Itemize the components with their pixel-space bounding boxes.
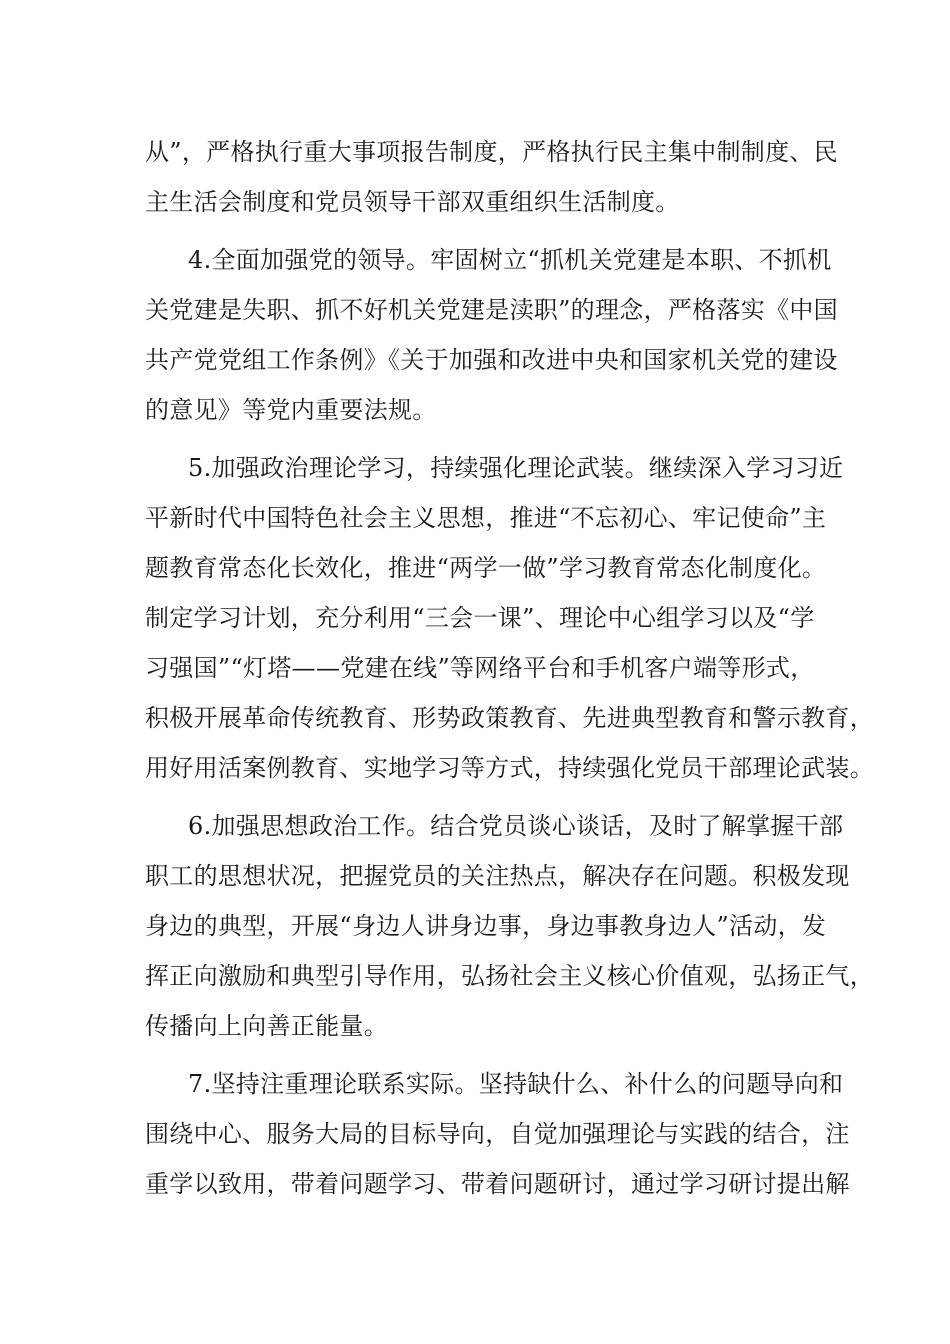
text-line: 重学以致用，带着问题学习、带着问题研讨，通过学习研讨提出解 [145,1170,850,1198]
text-line: 制定学习计划，充分利用“三会一课”、理论中心组学习以及“学 [145,604,815,632]
text-line: 6.加强思想政治工作。结合党员谈心谈话，及时了解掌握干部 [188,812,844,840]
text-line: 题教育常态化长效化，推进“两学一做”学习教育常态化制度化。 [145,554,827,582]
text-line: 关党建是失职、抓不好机关党建是渎职”的理念，严格落实《中国 [145,296,838,324]
text-line: 共产党党组工作条例》《关于加强和改进中央和国家机关党的建设 [145,346,838,374]
text-line: 用好用活案例教育、实地学习等方式，持续强化党员干部理论武装。 [145,754,874,782]
text-line: 职工的思想状况，把握党员的关注热点，解决存在问题。积极发现 [145,862,850,890]
text-line: 7.坚持注重理论联系实际。坚持缺什么、补什么的问题导向和 [188,1070,844,1098]
text-line: 挥正向激励和典型引导作用，弘扬社会主义核心价值观，弘扬正气， [145,962,874,990]
text-line: 平新时代中国特色社会主义思想，推进“不忘初心、牢记使命”主 [145,504,827,532]
text-line: 身边的典型，开展“身边人讲身边事，身边事教身边人”活动，发 [145,912,827,940]
text-line: 传播向上向善正能量。 [145,1012,388,1040]
text-line: 主生活会制度和党员领导干部双重组织生活制度。 [145,188,680,216]
text-line: 积极开展革命传统教育、形势政策教育、先进典型教育和警示教育， [145,704,874,732]
text-line: 的意见》等党内重要法规。 [145,396,437,424]
text-line: 从”，严格执行重大事项报告制度，严格执行民主集中制制度、民 [145,138,838,166]
text-line: 围绕中心、服务大局的目标导向，自觉加强理论与实践的结合，注 [145,1120,850,1148]
text-line: 习强国”“灯塔——党建在线”等网络平台和手机客户端等形式， [145,654,815,682]
text-line: 5.加强政治理论学习，持续强化理论武装。继续深入学习习近 [188,454,844,482]
text-line: 4.全面加强党的领导。牢固树立“抓机关党建是本职、不抓机 [188,246,832,274]
